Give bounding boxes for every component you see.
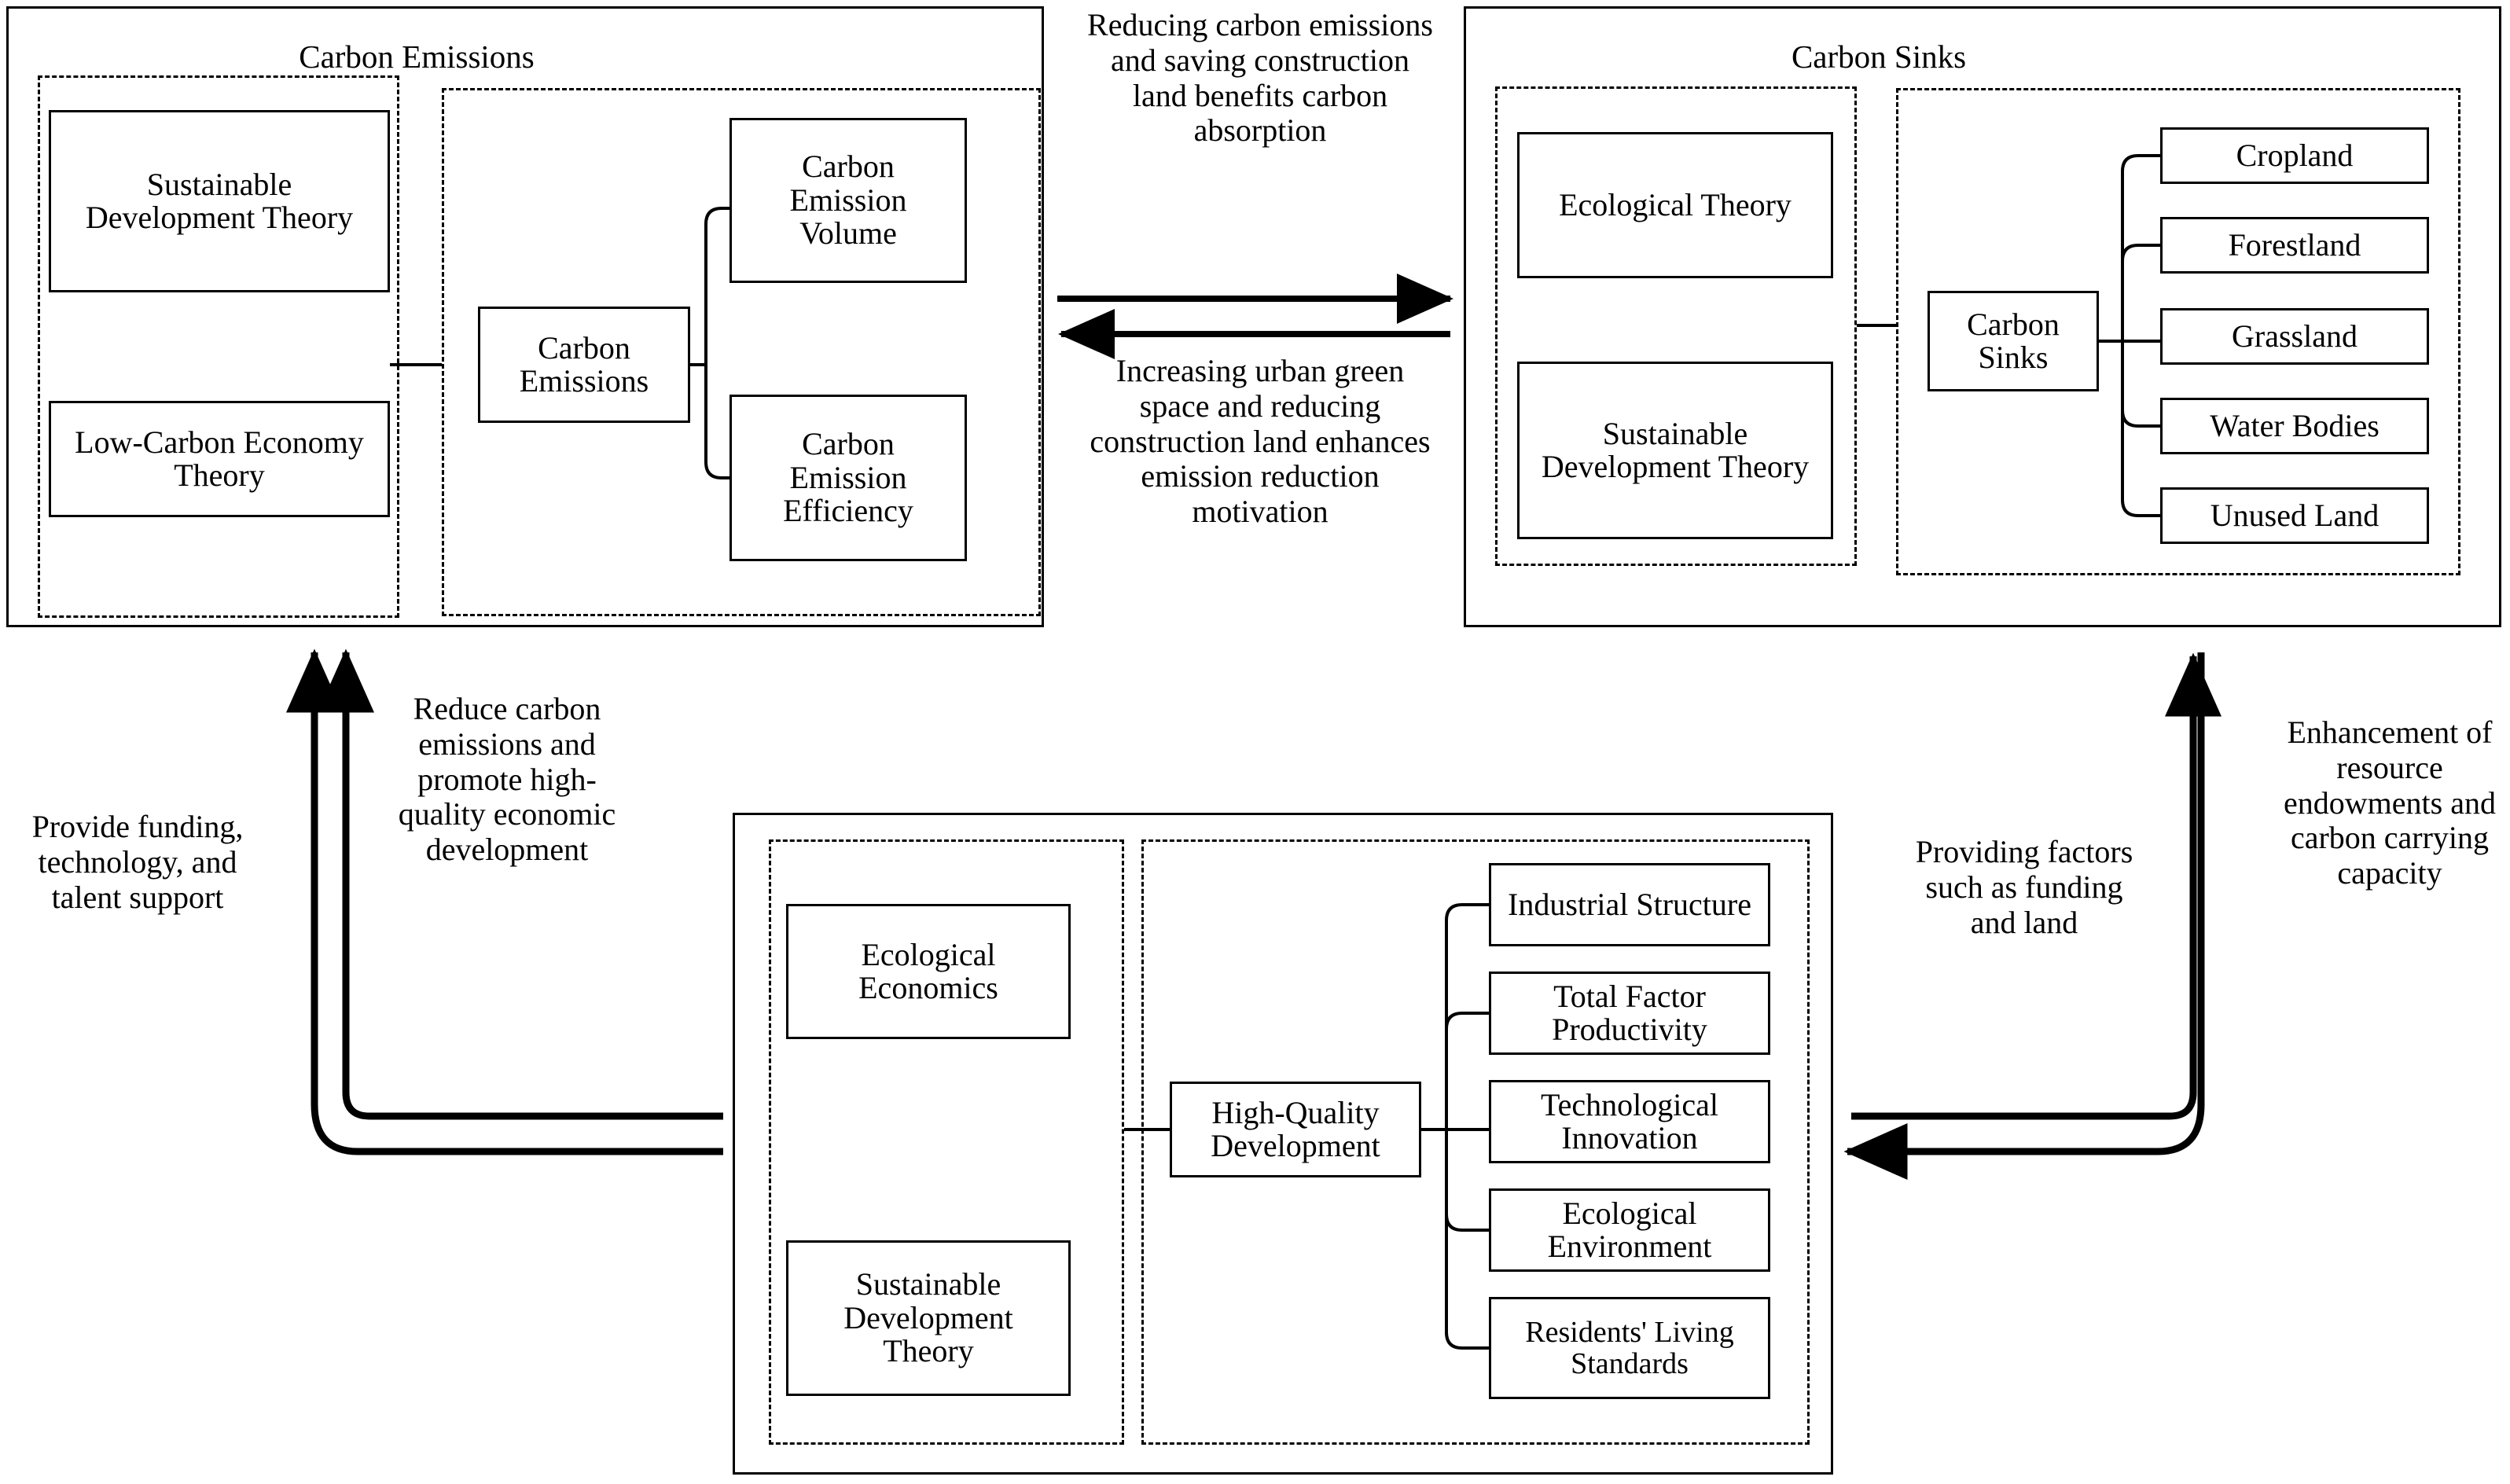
node-ecological-theory: Ecological Theory [1517,132,1833,278]
node-sustainable-development-theory-hqd: Sustainable Development Theory [786,1240,1071,1396]
arrow-label-left-inner: Reduce carbon emissions and promote high-quality economic development [398,691,616,868]
node-carbon-emissions-root: Carbon Emissions [478,307,690,423]
node-unused-land: Unused Land [2160,487,2429,544]
node-sustainable-development-theory-sinks: Sustainable Development Theory [1517,362,1833,539]
node-sustainable-development-theory-emissions: Sustainable Development Theory [49,110,390,292]
node-technological-innovation: Technological Innovation [1489,1080,1770,1163]
node-carbon-emission-volume: Carbon Emission Volume [729,118,967,283]
node-grassland: Grassland [2160,308,2429,365]
node-carbon-sinks-root: Carbon Sinks [1928,291,2099,391]
arrow-label-right-inner: Providing factors such as funding and land [1915,834,2133,940]
panel-carbon-sinks-title: Carbon Sinks [1791,39,1967,75]
node-high-quality-development-root: High-Quality Development [1170,1082,1421,1177]
node-ecological-environment: Ecological Environment [1489,1188,1770,1272]
node-water-bodies: Water Bodies [2160,398,2429,454]
node-cropland: Cropland [2160,127,2429,184]
node-total-factor-productivity: Total Factor Productivity [1489,972,1770,1055]
arrow-label-top-right-forward: Reducing carbon emissions and saving construction land benefits carbon absorption [1087,7,1433,149]
node-residents-living-standards: Residents' Living Standards [1489,1297,1770,1399]
arrow-label-left-outer: Provide funding, technology, and talent support [31,809,244,915]
panel-carbon-emissions-title: Carbon Emissions [299,39,535,75]
arrow-label-top-right-back: Increasing urban green space and reducing construction land enhances emission reduction motivation [1090,353,1431,530]
node-industrial-structure: Industrial Structure [1489,863,1770,946]
node-ecological-economics: Ecological Economics [786,904,1071,1039]
node-low-carbon-economy-theory: Low-Carbon Economy Theory [49,401,390,517]
node-carbon-emission-efficiency: Carbon Emission Efficiency [729,395,967,561]
node-forestland: Forestland [2160,217,2429,274]
arrow-label-right-outer: Enhancement of resource endowments and carbon carrying capacity [2284,714,2496,891]
